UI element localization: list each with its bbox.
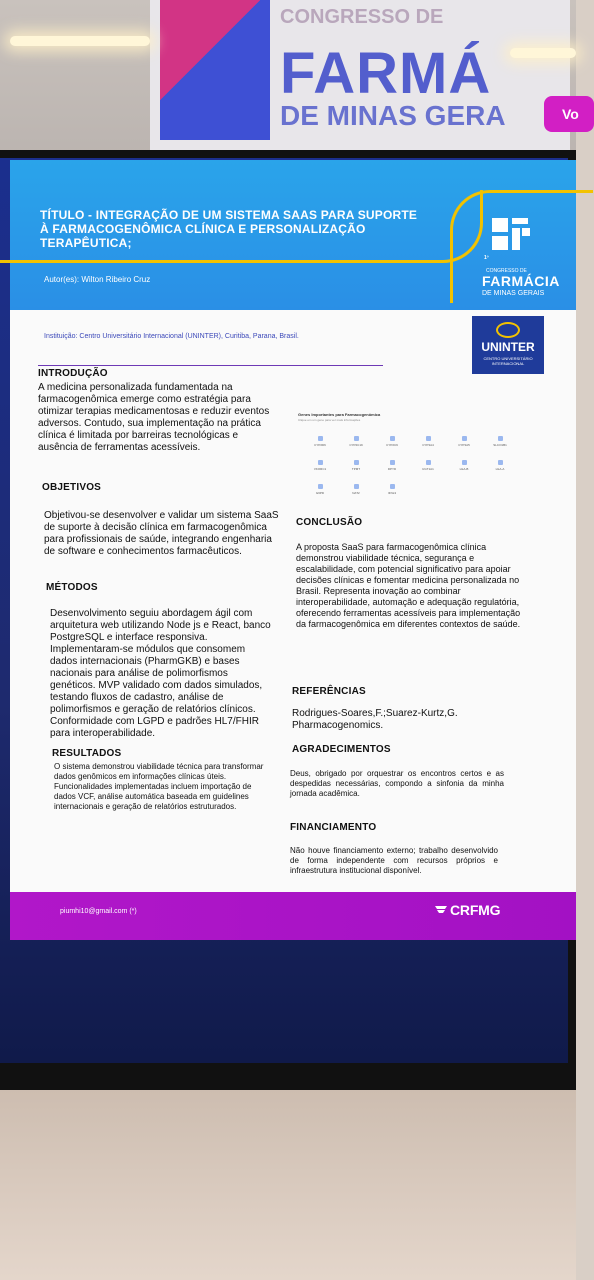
heading-referencias: REFERÊNCIAS — [292, 686, 366, 697]
gene-chip: NAT2 — [340, 484, 372, 495]
heading-conclusao: CONCLUSÃO — [296, 517, 363, 528]
text-objetivos: Objetivou-se desenvolver e validar um sistema SaaS de suporte à decisão clínica em farmacogenômica para profissionais de saúde, integrando engenharia de software e conhecimentos farmacêuticos. — [44, 510, 279, 557]
text-financiamento: Não houve financiamento externo; trabalho desenvolvido de forma independente com recursos próprios e infraestrutura institucional disponível. — [290, 846, 498, 875]
gene-chip: UGT1A1 — [412, 460, 444, 471]
pink-sign: Vo — [544, 96, 594, 132]
logo-congress: CONGRESSO DE — [486, 268, 527, 274]
gene-chip: TPMT — [340, 460, 372, 471]
gene-chip: IFNL3 — [376, 484, 408, 495]
heading-objetivos: OBJETIVOS — [42, 482, 102, 493]
uninter-logo — [472, 316, 544, 374]
institution: Instituição: Centro Universitário Internacional (UNINTER), Curitiba, Parana, Brasil. — [44, 333, 299, 340]
text-resultados: O sistema demonstrou viabilidade técnica para transformar dados genômicos em informações clínicas úteis. Funcionalidades implementadas incluem importação de dados VCF, análise automática baseada em guidelines internacionais e geração de relatórios estruturados. — [54, 762, 264, 811]
gene-chip: CYP2C9 — [376, 436, 408, 447]
heading-metodos: MÉTODOS — [46, 582, 98, 593]
gene-chip: CYP3A4 — [412, 436, 444, 447]
banner-main-text: FARMÁ — [280, 41, 492, 106]
divider — [38, 365, 383, 366]
uninter-globe-icon — [496, 322, 520, 338]
gene-chip: CYP2C19 — [340, 436, 372, 447]
gene-chip: DPYD — [376, 460, 408, 471]
floor — [0, 1090, 576, 1280]
poster-title: TÍTULO - INTEGRAÇÃO DE UM SISTEMA SAAS PARA SUPORTE À FARMACOGENÔMICA CLÍNICA E PERSONALIZAÇÃO TERAPÊUTICA; — [40, 208, 418, 250]
ceiling-lamp — [510, 48, 576, 58]
text-agradecimentos: Deus, obrigado por orquestrar os encontros certos e as despedidas necessárias, compondo a sinfonia da minha jornada acadêmica. — [290, 769, 504, 798]
gene-chip: CYP2D6 — [304, 436, 336, 447]
heading-resultados: RESULTADOS — [52, 748, 122, 759]
gene-chip: SLCO1B1 — [484, 436, 516, 447]
poster-authors: Autor(es): Wilton Ribeiro Cruz — [44, 275, 151, 284]
banner-top-text: CONGRESSO DE — [280, 6, 444, 28]
gene-chip: HLA-A — [484, 460, 516, 471]
gene-chip: HLA-B — [448, 460, 480, 471]
text-referencias: Rodrigues-Soares,F.;Suarez-Kurtz,G. Pharmacogenomics. — [292, 708, 458, 731]
ceiling-lamp — [10, 36, 150, 46]
congress-logo-icon — [488, 216, 534, 256]
heading-introducao: INTRODUÇÃO — [38, 368, 108, 379]
poster — [10, 160, 576, 940]
uninter-name: UNINTER — [481, 340, 535, 354]
gene-chip: CYP3A5 — [448, 436, 480, 447]
text-metodos: Desenvolvimento seguiu abordagem ágil com arquitetura web utilizando Node js e React, banco PostgreSQL e interface responsiva. Implementaram-se módulos que consomem dados internacionais (PharmGKB) e bases nacionais para análise de polimorfismos genéticos. MVP validado com dados simulados, testando fluxos de cadastro, análise de polimorfismos e geração de relatórios clínicos. Conformidade com LGPD e padrões HL7/FHIR para interoperabilidade. — [50, 608, 271, 739]
logo-state: DE MINAS GERAIS — [482, 290, 545, 297]
banner-logo — [160, 0, 270, 140]
heading-agradecimentos: AGRADECIMENTOS — [292, 744, 391, 755]
logo-number: 1º — [484, 255, 489, 261]
uninter-subtitle: CENTRO UNIVERSITÁRIO INTERNACIONAL — [483, 356, 533, 366]
logo-farmacia: FARMÁCIA — [482, 273, 560, 289]
gene-chip: G6PD — [304, 484, 336, 495]
contact-email: piumhi10@gmail.com (*) — [60, 908, 137, 915]
text-introducao: A medicina personalizada fundamentada na farmacogenômica emerge como estratégia para otimizar terapias medicamentosas e reduzir eventos adversos. Contudo, sua implementação na prática clínica é limitada por barreiras tecnológicas e ausência de ferramentas acessíveis. — [38, 382, 270, 453]
banner-sub-text: DE MINAS GERA — [280, 100, 506, 131]
gene-panel-figure — [298, 412, 528, 502]
gene-chip: VKORC1 — [304, 460, 336, 471]
figure-title: Genes Importantes para Farmacogenômica — [298, 412, 381, 417]
figure-subtitle: Clique em um gene para ver mais informações — [298, 418, 361, 422]
crfmg-brand: CRFMG — [450, 902, 501, 918]
heading-financiamento: FINANCIAMENTO — [290, 822, 377, 833]
text-conclusao: A proposta SaaS para farmacogenômica clínica demonstrou viabilidade técnica, segurança e escalabilidade, com potencial significativo para apoiar decisões clínicas e fomentar medicina personalizada no Brasil. Representa inovação ao combinar interoperabilidade, automação e adequação regulatória, oferecendo ferramentas acessíveis para implementação da farmacogenômica em diferentes contextos de saúde. — [296, 542, 521, 629]
